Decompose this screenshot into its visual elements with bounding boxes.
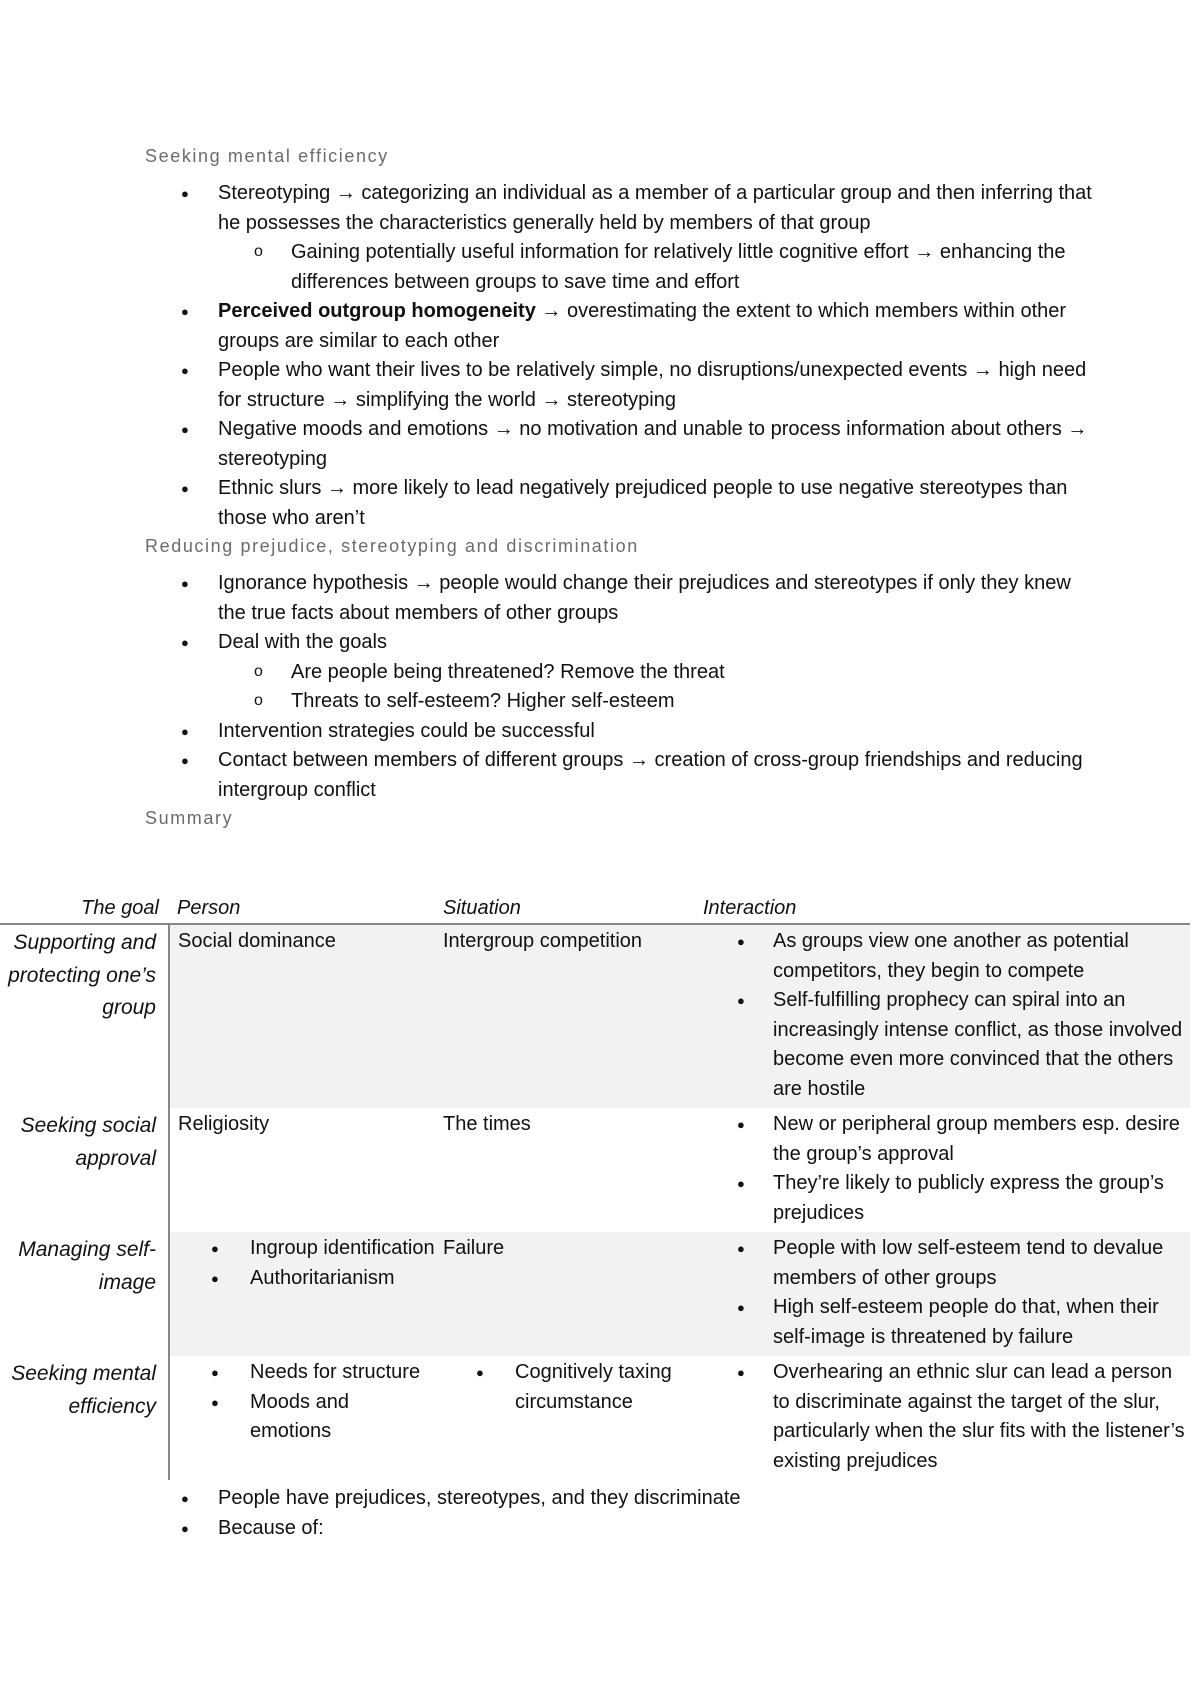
arrow-icon: →: [493, 418, 514, 440]
bold-term: Perceived outgroup homogeneity: [218, 300, 536, 322]
person-cell: Religiosity: [178, 1113, 270, 1135]
text: people would change their prejudices and stereotypes if only they knew the true facts about members of other groups: [218, 572, 1071, 624]
goal-cell: Seeking social approval: [0, 1108, 169, 1232]
situation-cell: The times: [443, 1113, 531, 1135]
header-person: Person: [169, 893, 435, 924]
person-cell: [169, 1232, 435, 1356]
text: stereotyping: [218, 447, 327, 470]
situation-list: [443, 1358, 695, 1417]
interaction-cell: [695, 1108, 1190, 1232]
arrow-icon: →: [914, 241, 935, 263]
arrow-icon: →: [972, 359, 993, 381]
reducing-list: [145, 569, 1095, 805]
list-item: ● Overhearing an ethnic slur can lead a person to discriminate against the target of the slur, particularly when the slur fits with the listener’s existing prejudices: [703, 1358, 1190, 1476]
definition: categorizing an individual as a member of a particular group and then inferring that he possesses the characteristics generally held by members of that group: [218, 182, 1092, 234]
section-heading-reducing: Reducing prejudice, stereotyping and discrimination: [145, 536, 639, 556]
text: People who want their lives to be relatively simple, no disruptions/unexpected events: [218, 359, 968, 381]
interaction-list: [703, 1358, 1190, 1476]
list-item: ● As groups view one another as potential competitors, they begin to compete: [703, 927, 1190, 986]
sub-list-item: o Are people being threatened? Remove the threat: [218, 658, 1095, 688]
table-header-row: [0, 893, 1190, 924]
text: stereotyping: [567, 388, 676, 411]
person-cell: Social dominance: [169, 924, 435, 1108]
sub-list-item: [218, 238, 1095, 297]
arrow-icon: →: [541, 300, 562, 322]
list-item: ● Intervention strategies could be successful: [145, 717, 1095, 747]
list-item: ● Ingroup identification: [178, 1234, 435, 1264]
sub-list: [218, 238, 1095, 297]
notes-content: [145, 143, 1095, 831]
header-goal: The goal: [0, 893, 169, 924]
text: Ignorance hypothesis: [218, 572, 409, 594]
conclusion-list: [145, 1484, 1095, 1543]
list-item: ● Self-fulfilling prophecy can spiral into an increasingly intense conflict, as those involved become even more convinced that the others are hostile: [703, 986, 1190, 1104]
interaction-list: [703, 927, 1190, 1104]
section-heading-mental-efficiency: Seeking mental efficiency: [145, 146, 389, 166]
summary-conclusion: [145, 1484, 1095, 1543]
situation-cell: Failure: [435, 1232, 695, 1356]
text: Ethnic slurs: [218, 477, 322, 499]
list-item: [145, 569, 1095, 628]
interaction-list: [703, 1110, 1190, 1228]
term: Stereotyping: [218, 182, 331, 204]
text: Deal with the goals: [218, 631, 387, 653]
mental-efficiency-list: [145, 179, 1095, 533]
list-item: ● Because of:: [145, 1514, 1095, 1544]
summary-table: [0, 893, 1190, 1480]
arrow-icon: →: [628, 749, 649, 771]
sub-list-item: o Threats to self-esteem? Higher self-esteem: [218, 687, 1095, 717]
list-item: ● They’re likely to publicly express the group’s prejudices: [703, 1169, 1190, 1228]
section-heading-summary: Summary: [145, 808, 234, 828]
text: no motivation and unable to process information about others: [519, 418, 1062, 440]
interaction-list: [703, 1234, 1190, 1352]
list-item: [145, 179, 1095, 297]
text: creation of cross-group friendships and reducing intergroup conflict: [218, 749, 1083, 801]
text: Contact between members of different groups: [218, 749, 624, 771]
goal-cell: Managing self-image: [0, 1232, 169, 1356]
text: Gaining potentially useful information for relatively little cognitive effort: [291, 241, 909, 263]
list-item: ● People with low self-esteem tend to devalue members of other groups: [703, 1234, 1190, 1293]
situation-cell: Intergroup competition: [435, 924, 695, 1108]
list-item: ● High self-esteem people do that, when their self-image is threatened by failure: [703, 1293, 1190, 1352]
arrow-icon: →: [1067, 418, 1088, 440]
list-item: [145, 628, 1095, 717]
summary-table-wrapper: [0, 893, 1190, 1480]
list-item: ● Authoritarianism: [178, 1264, 435, 1294]
text: enhancing the differences between groups to save time and effort: [291, 241, 1066, 293]
arrow-icon: →: [541, 388, 562, 411]
list-item: ● New or peripheral group members esp. desire the group’s approval: [703, 1110, 1190, 1169]
interaction-cell: [695, 1356, 1190, 1480]
definition: overestimating the extent to which members within other groups are similar to each other: [218, 300, 1067, 352]
interaction-cell: [695, 1232, 1190, 1356]
list-item: ● Needs for structure: [178, 1358, 435, 1388]
arrow-icon: →: [326, 477, 347, 499]
list-item: ● Cognitively taxing circumstance: [443, 1358, 695, 1417]
list-item: [145, 297, 1095, 356]
table-row: [0, 1108, 1190, 1232]
arrow-icon: →: [330, 388, 351, 411]
person-cell: [169, 1356, 435, 1480]
goal-cell: Seeking mental efficiency: [0, 1356, 169, 1480]
list-item: [145, 415, 1095, 474]
arrow-icon: →: [335, 182, 356, 204]
interaction-cell: [695, 924, 1190, 1108]
list-item: [145, 356, 1095, 415]
sub-list: [218, 658, 1095, 717]
text: Negative moods and emotions: [218, 418, 489, 440]
goal-cell: Supporting and protecting one’s group: [0, 924, 169, 1108]
list-item: ● Moods and emotions: [178, 1388, 435, 1447]
text: simplifying the world: [355, 388, 536, 411]
person-list: [178, 1234, 435, 1293]
person-list: [178, 1358, 435, 1447]
arrow-icon: →: [413, 572, 434, 594]
list-item: [145, 746, 1095, 805]
header-interaction: Interaction: [695, 893, 1190, 924]
text: more likely to lead negatively prejudiced people to use negative stereotypes than those who aren’t: [218, 477, 1068, 529]
header-situation: Situation: [435, 893, 695, 924]
table-row: [0, 924, 1190, 1108]
list-item: [145, 474, 1095, 533]
list-item: ● People have prejudices, stereotypes, and they discriminate: [145, 1484, 1095, 1514]
text: high need for structure: [218, 359, 1087, 411]
table-row: [0, 1356, 1190, 1480]
situation-cell: [435, 1356, 695, 1480]
table-row: [0, 1232, 1190, 1356]
